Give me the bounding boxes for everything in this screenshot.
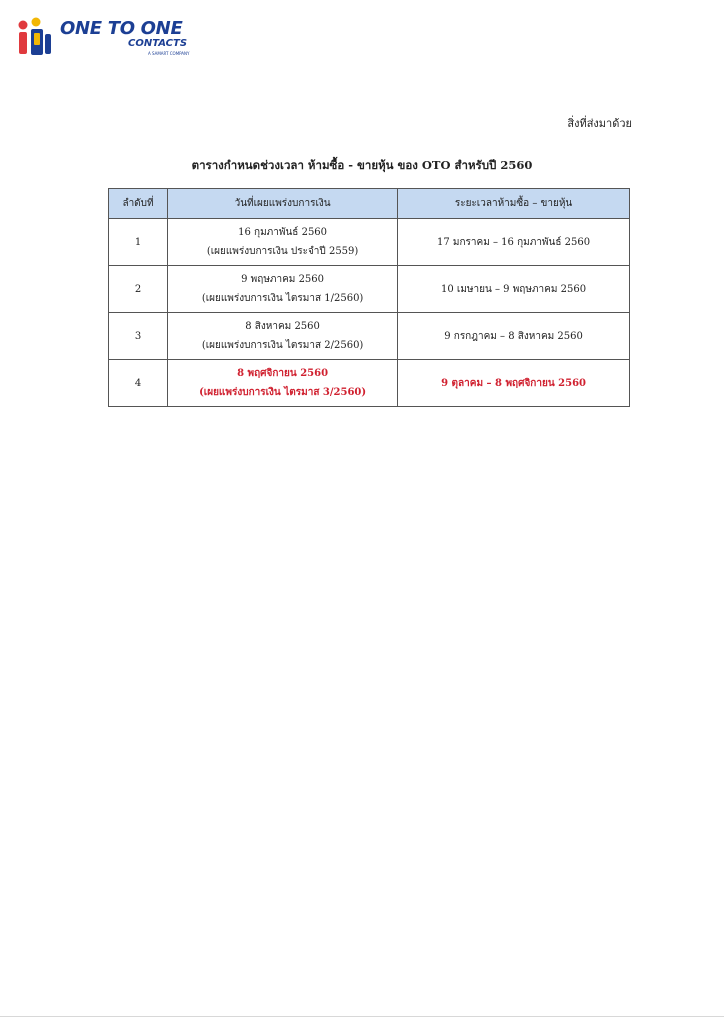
publication-date-cell [168, 360, 398, 407]
publication-note: (เผยแพร่งบการเงิน ประจำปี 2559) [206, 246, 359, 257]
header-sequence: ลำดับที่ [109, 189, 168, 219]
table-row [109, 313, 630, 360]
blackout-period: 10 เมษายน – 9 พฤษภาคม 2560 [398, 266, 630, 313]
publication-date: 9 พฤษภาคม 2560 [241, 274, 325, 285]
publication-date: 8 สิงหาคม 2560 [245, 321, 320, 332]
logo-tagline: A SAMART COMPANY [148, 51, 190, 56]
publication-note: (เผยแพร่งบการเงิน ไตรมาส 2/2560) [201, 340, 364, 351]
row-number: 3 [109, 313, 168, 360]
publication-date: 8 พฤศจิกายน 2560 [237, 368, 329, 379]
one-to-one-logo-icon [16, 16, 56, 58]
logo-subtitle: CONTACTS [128, 38, 188, 49]
publication-note: (เผยแพร่งบการเงิน ไตรมาส 1/2560) [201, 293, 364, 304]
header-blackout-period: ระยะเวลาห้ามซื้อ – ขายหุ้น [398, 189, 630, 219]
table-row [109, 219, 630, 266]
publication-date: 16 กุมภาพันธ์ 2560 [238, 227, 328, 238]
publication-note: (เผยแพร่งบการเงิน ไตรมาส 3/2560) [199, 387, 367, 398]
blackout-period: 9 กรกฎาคม – 8 สิงหาคม 2560 [398, 313, 630, 360]
table-row [109, 266, 630, 313]
attachment-note: สิ่งที่ส่งมาด้วย [567, 117, 632, 130]
document-title: ตารางกำหนดช่วงเวลา ห้ามซื้อ - ขายหุ้น ของ OTO สำหรับปี 2560 [191, 158, 533, 172]
blackout-period: 17 มกราคม – 16 กุมภาพันธ์ 2560 [398, 219, 630, 266]
blackout-schedule-table [108, 188, 630, 407]
table-row-highlighted [109, 360, 630, 407]
page-bottom-divider [0, 1016, 724, 1017]
publication-date-cell [168, 313, 398, 360]
row-number: 4 [109, 360, 168, 407]
company-logo [16, 16, 206, 60]
blackout-period: 9 ตุลาคม – 8 พฤศจิกายน 2560 [398, 360, 630, 407]
row-number: 1 [109, 219, 168, 266]
publication-date-cell [168, 266, 398, 313]
table-header-row [109, 189, 630, 219]
publication-date-cell [168, 219, 398, 266]
logo-title: ONE TO ONE [60, 18, 183, 39]
header-publication-date: วันที่เผยแพร่งบการเงิน [168, 189, 398, 219]
row-number: 2 [109, 266, 168, 313]
